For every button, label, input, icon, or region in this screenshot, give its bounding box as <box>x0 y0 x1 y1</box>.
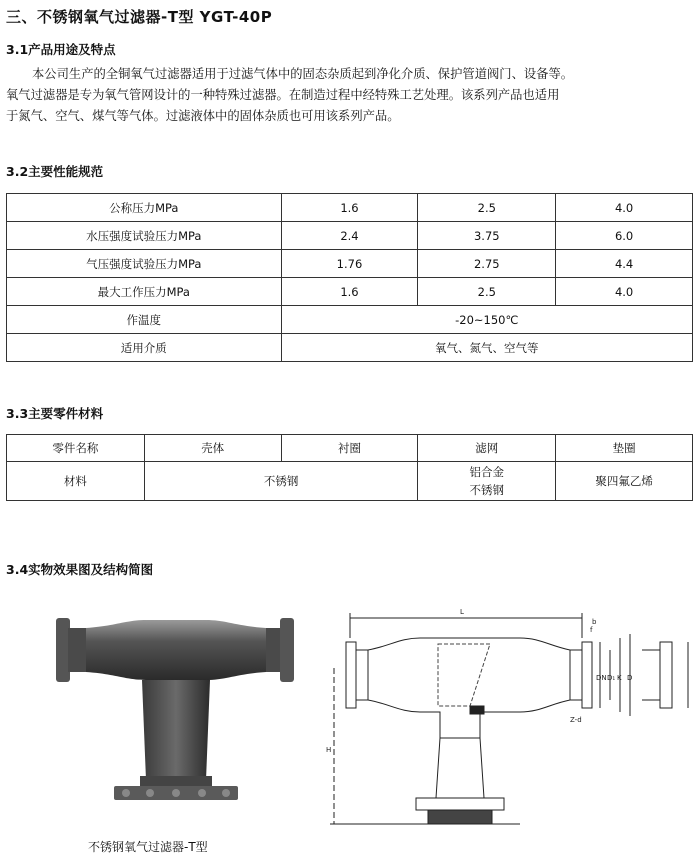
spec-label: 作温度 <box>7 306 282 334</box>
spec-value: 1.6 <box>281 278 418 306</box>
spec-value: 2.5 <box>418 278 556 306</box>
flange-bolt-icon <box>146 789 154 797</box>
product-photo <box>46 600 306 832</box>
table-row <box>7 278 693 306</box>
paragraph-line: 氧气过滤器是专为氧气管网设计的一种特殊过滤器。在制造过程中经特殊工艺处理。该系列产品也适用 <box>6 88 560 102</box>
table-row <box>7 462 693 501</box>
table-row <box>7 222 693 250</box>
flange-bolt-icon <box>172 789 180 797</box>
spec-value: 4.0 <box>556 194 693 222</box>
spec-value: 4.0 <box>556 278 693 306</box>
screen-material <box>418 462 556 501</box>
table-header-row <box>7 435 693 462</box>
spec-label: 最大工作压力MPa <box>7 278 282 306</box>
performance-spec-table <box>6 193 693 362</box>
column-header: 壳体 <box>144 435 281 462</box>
screen-material-line: 铝合金 <box>469 465 505 479</box>
column-header: 滤网 <box>418 435 556 462</box>
column-header: 零件名称 <box>7 435 145 462</box>
dim-label-DN: DN <box>596 674 607 682</box>
applicable-medium: 氧气、氮气、空气等 <box>281 334 692 362</box>
dim-label-K: K <box>617 674 622 682</box>
dim-label-D: D <box>627 674 633 682</box>
flange-bolt-icon <box>222 789 230 797</box>
dim-label-H: H <box>326 746 332 754</box>
section-heading-materials: 3.3主要零件材料 <box>6 406 104 421</box>
gasket-material: 聚四氟乙烯 <box>556 462 693 501</box>
section-heading-usage: 3.1产品用途及特点 <box>6 42 116 57</box>
spec-value: 4.4 <box>556 250 693 278</box>
page-title: 三、不锈钢氧气过滤器-T型 YGT-40P <box>6 8 273 26</box>
spec-value: 3.75 <box>418 222 556 250</box>
spec-value: 2.5 <box>418 194 556 222</box>
flange-bolt-icon <box>122 789 130 797</box>
spec-value: 6.0 <box>556 222 693 250</box>
table-row <box>7 334 693 362</box>
section-heading-specs: 3.2主要性能规范 <box>6 164 104 179</box>
dim-label-L: L <box>460 608 464 616</box>
spec-label: 适用介质 <box>7 334 282 362</box>
spec-value: 2.4 <box>281 222 418 250</box>
structure-drawing <box>320 598 696 846</box>
shell-lining-material: 不锈钢 <box>144 462 418 501</box>
table-row <box>7 250 693 278</box>
flange-bolt-icon <box>198 789 206 797</box>
section-heading-drawings: 3.4实物效果图及结构简图 <box>6 562 154 577</box>
photo-caption: 不锈钢氧气过滤器-T型 <box>88 840 208 854</box>
dim-label-b: b <box>592 618 597 626</box>
table-row <box>7 306 693 334</box>
paragraph-line: 于氮气、空气、煤气等气体。过滤液体中的固体杂质也可用该系列产品。 <box>6 109 400 123</box>
dim-label-D1: D₁ <box>607 674 616 682</box>
dim-label-Zd: Z-d <box>570 716 582 724</box>
usage-paragraph <box>6 64 694 127</box>
materials-table <box>6 434 693 501</box>
spec-value: 1.76 <box>281 250 418 278</box>
dim-label-f: f <box>590 626 593 634</box>
paragraph-line: 本公司生产的全铜氧气过滤器适用于过滤气体中的固态杂质起到净化介质、保护管道阀门、设备等。 <box>32 67 574 81</box>
spec-value: 2.75 <box>418 250 556 278</box>
spec-value: 1.6 <box>281 194 418 222</box>
column-header: 衬圈 <box>281 435 418 462</box>
table-row <box>7 194 693 222</box>
spec-label: 气压强度试验压力MPa <box>7 250 282 278</box>
temperature-range: -20~150℃ <box>281 306 692 334</box>
column-header: 垫圈 <box>556 435 693 462</box>
spec-label: 公称压力MPa <box>7 194 282 222</box>
spec-label: 水压强度试验压力MPa <box>7 222 282 250</box>
screen-material-line: 不锈钢 <box>469 483 505 497</box>
row-label: 材料 <box>7 462 145 501</box>
